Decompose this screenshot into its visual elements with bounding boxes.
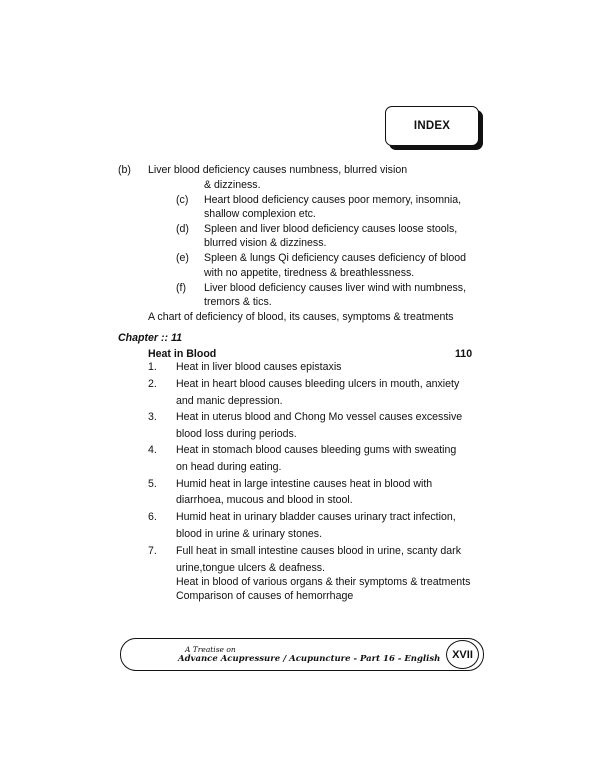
sub-item-marker: (e): [176, 252, 189, 264]
page-number-badge: XVII: [446, 640, 479, 669]
chapter-title: Heat in Blood: [148, 348, 217, 360]
numbered-item-line: on head during eating.: [176, 461, 282, 473]
numbered-item-line: Heat in uterus blood and Chong Mo vessel causes excessive: [176, 411, 463, 423]
section-b-line-2: & dizziness.: [204, 179, 261, 191]
numbered-item-line: diarrhoea, mucous and blood in stool.: [176, 494, 353, 506]
sub-item-line: tremors & tics.: [204, 296, 272, 308]
chapter-page-number: 110: [455, 348, 473, 360]
sub-item-line: Spleen and liver blood deficiency causes loose stools,: [204, 223, 458, 235]
chart-note: A chart of deficiency of blood, its causes, symptoms & treatments: [148, 311, 454, 323]
sub-item-marker: (f): [176, 282, 186, 294]
numbered-item-line: and manic depression.: [176, 395, 283, 407]
sub-item-marker: (c): [176, 194, 189, 206]
sub-item-marker: (d): [176, 223, 189, 235]
chapter-label: Chapter :: 11: [118, 332, 182, 344]
numbered-item-line: Heat in heart blood causes bleeding ulcers in mouth, anxiety: [176, 378, 460, 390]
sub-item-line: Spleen & lungs Qi deficiency causes deficiency of blood: [204, 252, 467, 264]
footer-book-title: Advance Acupressure / Acupuncture - Part 16 - English: [178, 654, 441, 664]
closing-line: Heat in blood of various organs & their symptoms & treatments: [176, 576, 471, 588]
numbered-item-line: urine,tongue ulcers & deafness.: [176, 562, 325, 574]
footer-small-text: A Treatise on: [185, 645, 236, 654]
numbered-item-line: Heat in stomach blood causes bleeding gums with sweating: [176, 444, 457, 456]
sub-item-line: shallow complexion etc.: [204, 208, 316, 220]
numbered-item-number: 4.: [148, 444, 157, 456]
sub-item-line: with no appetite, tiredness & breathlessness.: [204, 267, 415, 279]
numbered-item-number: 6.: [148, 511, 157, 523]
numbered-item-line: Humid heat in large intestine causes heat in blood with: [176, 478, 433, 490]
numbered-item-number: 7.: [148, 545, 157, 557]
index-label: INDEX: [385, 106, 479, 146]
numbered-item-line: Humid heat in urinary bladder causes urinary tract infection,: [176, 511, 456, 523]
closing-line: Comparison of causes of hemorrhage: [176, 590, 354, 602]
sub-item-line: Heart blood deficiency causes poor memory, insomnia,: [204, 194, 462, 206]
numbered-item-line: blood loss during periods.: [176, 428, 297, 440]
section-b-line-1: Liver blood deficiency causes numbness, blurred vision: [148, 164, 408, 176]
numbered-item-line: blood in urine & urinary stones.: [176, 528, 323, 540]
sub-item-line: Liver blood deficiency causes liver wind with numbness,: [204, 282, 467, 294]
numbered-item-number: 1.: [148, 361, 157, 373]
section-b-marker: (b): [118, 164, 131, 176]
numbered-item-number: 5.: [148, 478, 157, 490]
numbered-item-line: Full heat in small intestine causes blood in urine, scanty dark: [176, 545, 462, 557]
numbered-item-number: 2.: [148, 378, 157, 390]
numbered-item-line: Heat in liver blood causes epistaxis: [176, 361, 342, 373]
numbered-item-number: 3.: [148, 411, 157, 423]
sub-item-line: blurred vision & dizziness.: [204, 237, 327, 249]
